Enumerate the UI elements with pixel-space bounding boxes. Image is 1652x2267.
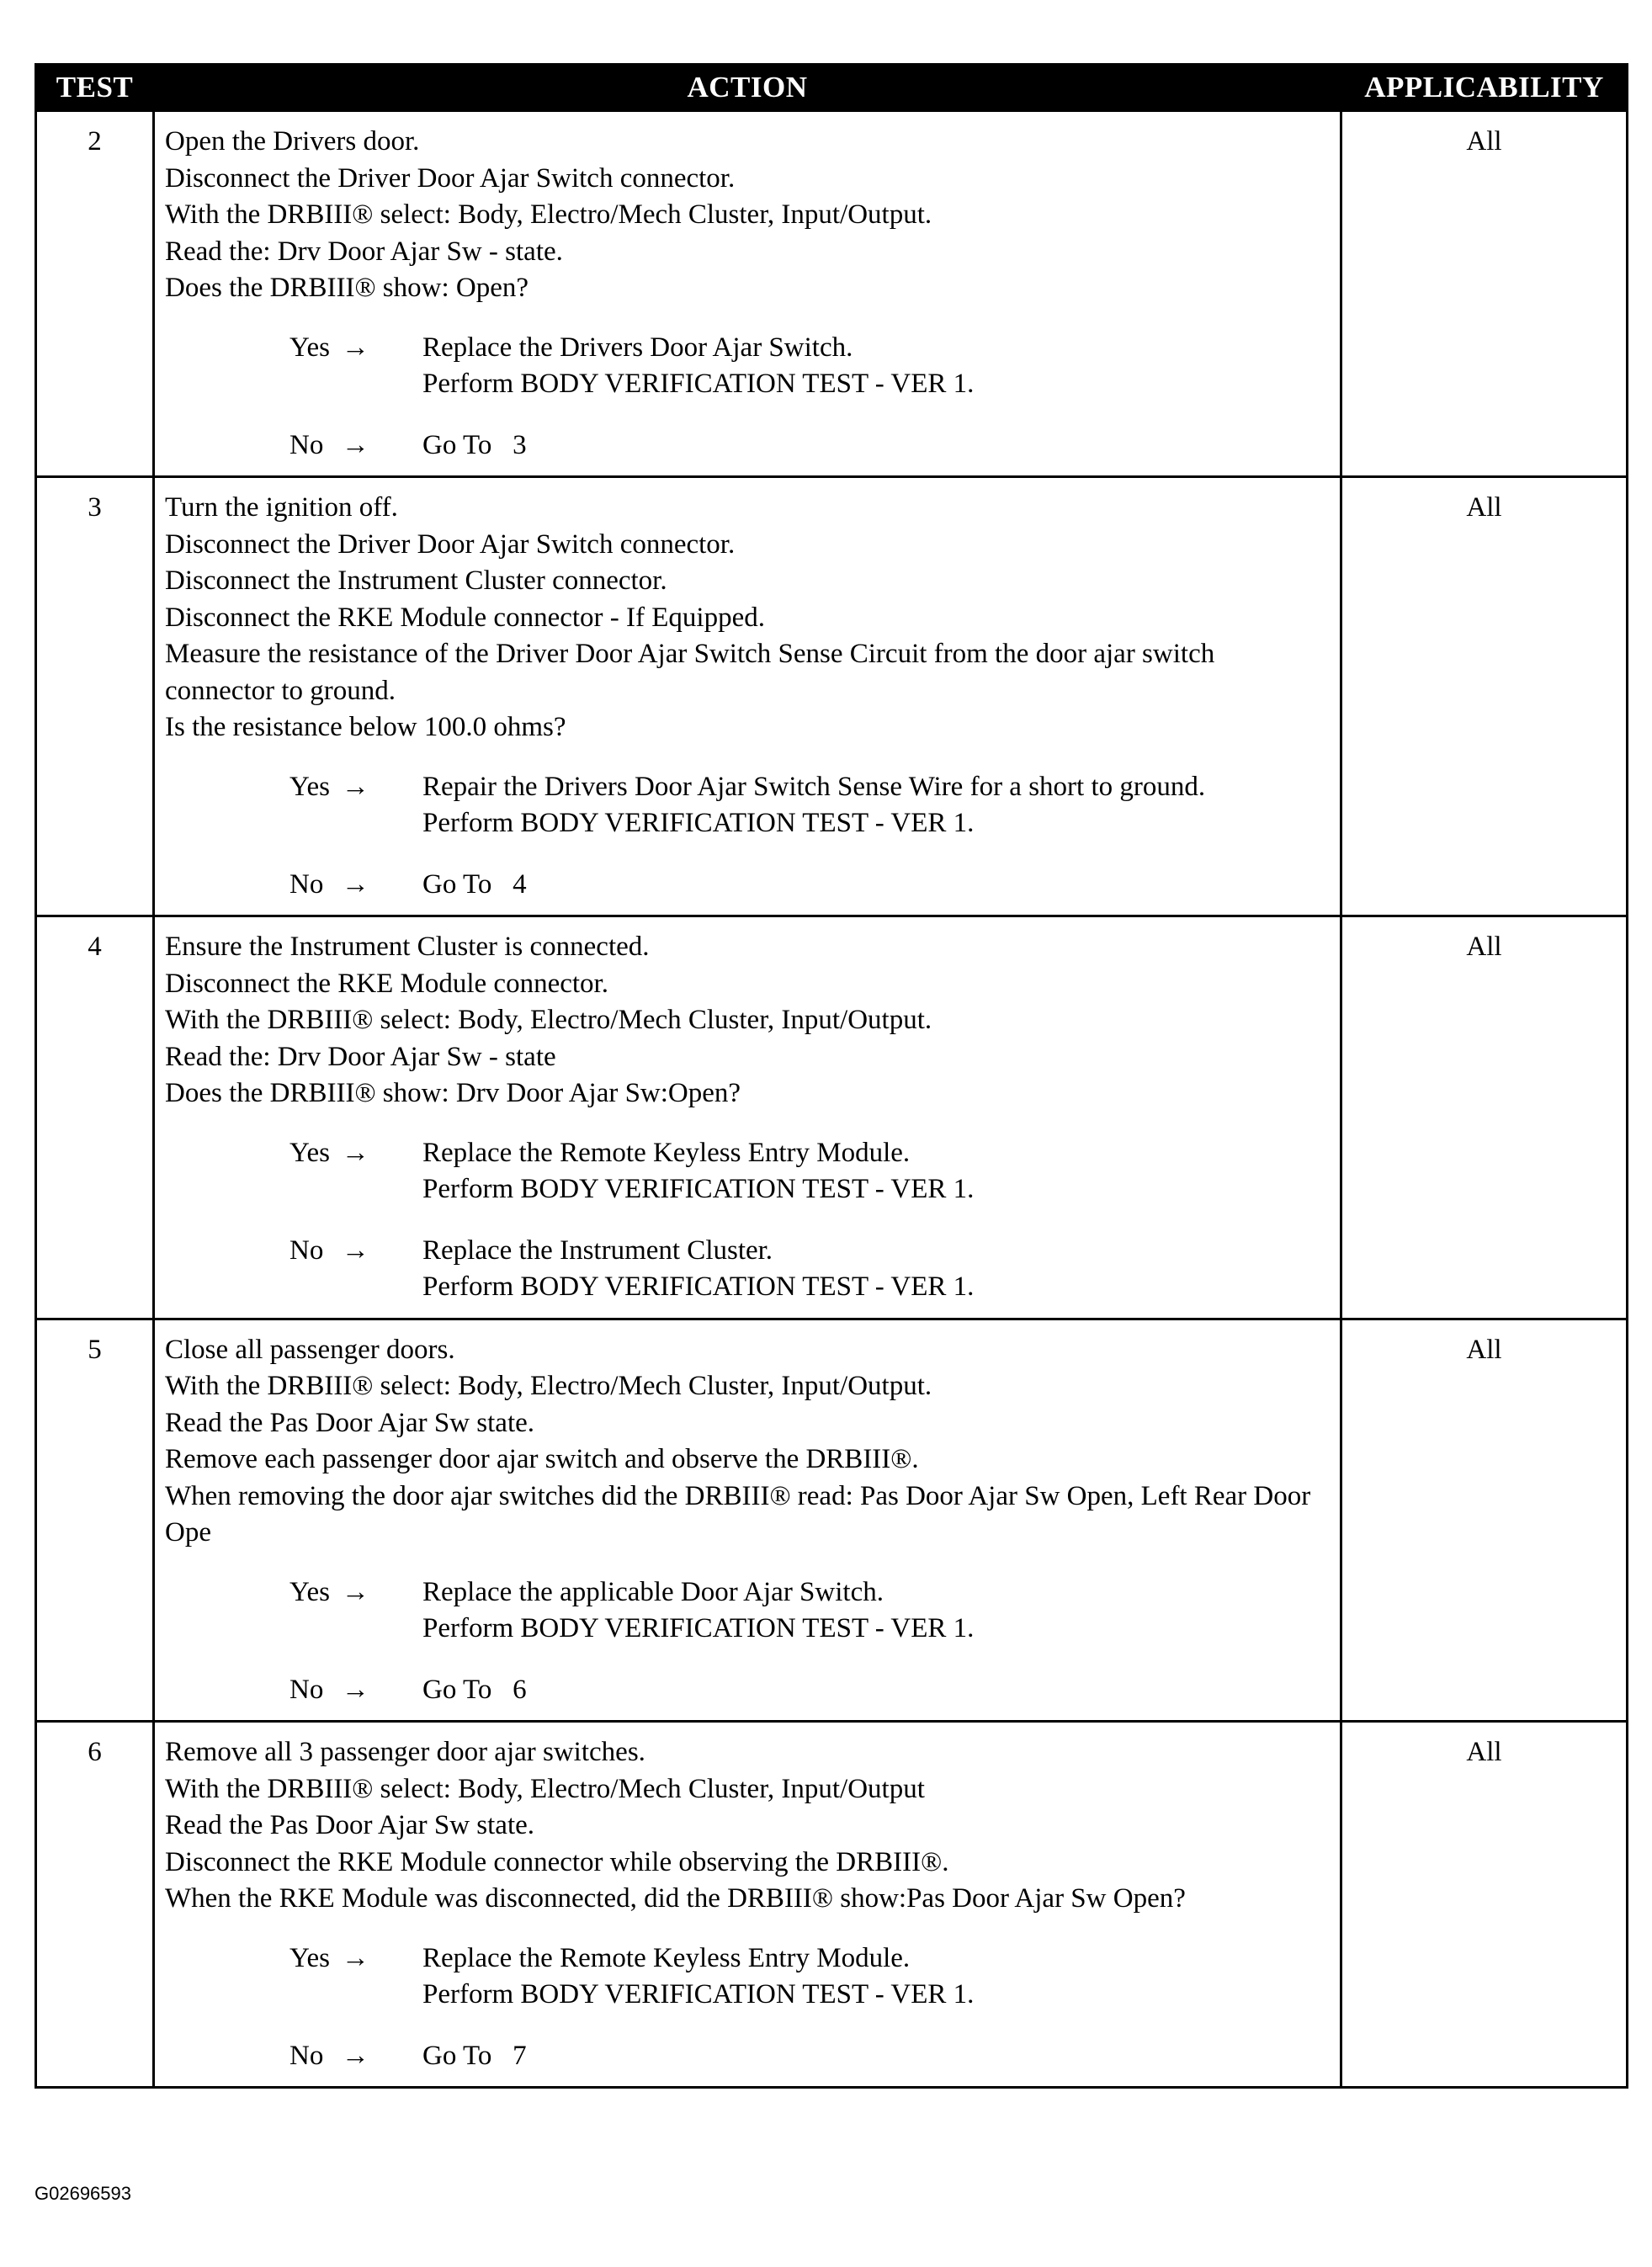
step-text: Read the: Drv Door Ajar Sw - state.	[165, 236, 563, 267]
step-text: When the RKE Module was disconnected, did the DRBIII® show:Pas Door Ajar Sw Open?	[165, 1883, 1186, 1914]
outcome-label: No	[289, 1674, 324, 1705]
outcome-no	[289, 1233, 1330, 1306]
outcome-no	[289, 427, 1330, 465]
outcome-line: Replace the Drivers Door Ajar Switch.	[422, 332, 853, 363]
diagnostic-test-table	[35, 63, 1628, 2089]
outcome-instructions	[422, 1574, 1330, 1648]
action-cell	[154, 111, 1341, 477]
outcome-label: No	[289, 2040, 324, 2071]
outcome-label: Yes	[289, 1576, 331, 1607]
action-cell	[154, 1319, 1341, 1722]
step-text: Read the Pas Door Ajar Sw state.	[165, 1810, 535, 1840]
table-row	[36, 916, 1628, 1319]
action-cell	[154, 1722, 1341, 2088]
outcome-line: Perform BODY VERIFICATION TEST - VER 1.	[422, 808, 975, 838]
outcome-instructions	[422, 1940, 1330, 2014]
outcome-line: Go To 6	[422, 1674, 527, 1705]
action-cell	[154, 916, 1341, 1319]
outcome-label: No	[289, 1234, 324, 1266]
test-number: 6	[36, 1722, 154, 2088]
outcome-line: Perform BODY VERIFICATION TEST - VER 1.	[422, 1979, 975, 2010]
step-text: Measure the resistance of the Driver Door Ajar Switch Sense Circuit from the door ajar switch connector to ground.	[165, 639, 1215, 706]
arrow-icon: →	[342, 1234, 369, 1266]
outcome-label: Yes	[289, 332, 331, 363]
test-number: 3	[36, 477, 154, 916]
step-text: Close all passenger doors.	[165, 1334, 455, 1365]
header-applicability: APPLICABILITY	[1341, 65, 1628, 111]
arrow-icon: →	[342, 429, 369, 460]
outcome-instructions	[422, 1672, 1330, 1709]
outcome-label: Yes	[289, 1942, 331, 1973]
arrow-icon: →	[342, 332, 369, 363]
outcome-yes	[289, 769, 1330, 842]
outcome-instructions	[422, 2038, 1330, 2075]
step-text: Remove all 3 passenger door ajar switches.	[165, 1737, 645, 1767]
step-text: Read the: Drv Door Ajar Sw - state	[165, 1041, 556, 1072]
test-number: 2	[36, 111, 154, 477]
figure-code: G02696593	[35, 2183, 131, 2204]
outcome-line: Replace the Remote Keyless Entry Module.	[422, 1137, 911, 1168]
applicability-value: All	[1341, 916, 1628, 1319]
outcome-line: Perform BODY VERIFICATION TEST - VER 1.	[422, 1272, 975, 1302]
applicability-value: All	[1341, 477, 1628, 916]
step-text: With the DRBIII® select: Body, Electro/Mech Cluster, Input/Output.	[165, 199, 932, 230]
outcome-instructions	[422, 330, 1330, 403]
step-text: Remove each passenger door ajar switch and observe the DRBIII®.	[165, 1444, 919, 1474]
outcome-line: Perform BODY VERIFICATION TEST - VER 1.	[422, 1613, 975, 1643]
outcome-no	[289, 2038, 1330, 2075]
outcome-line: Repair the Drivers Door Ajar Switch Sense Wire for a short to ground.	[422, 771, 1206, 802]
applicability-value: All	[1341, 111, 1628, 477]
arrow-icon: →	[342, 1942, 369, 1973]
outcome-line: Go To 4	[422, 868, 527, 900]
outcome-label: No	[289, 868, 324, 900]
step-text: Read the Pas Door Ajar Sw state.	[165, 1407, 535, 1438]
outcome-line: Go To 3	[422, 429, 527, 460]
step-text: Open the Drivers door.	[165, 126, 420, 157]
test-number: 5	[36, 1319, 154, 1722]
arrow-icon: →	[342, 1674, 369, 1705]
arrow-icon: →	[342, 1137, 369, 1168]
step-text: Disconnect the Driver Door Ajar Switch connector.	[165, 162, 736, 194]
step-text: With the DRBIII® select: Body, Electro/Mech Cluster, Input/Output.	[165, 1371, 932, 1401]
table-row	[36, 111, 1628, 477]
table-row	[36, 1319, 1628, 1722]
step-text: Does the DRBIII® show: Open?	[165, 273, 529, 303]
header-test: TEST	[36, 65, 154, 111]
outcome-yes	[289, 1940, 1330, 2014]
step-text: Disconnect the RKE Module connector.	[165, 968, 608, 999]
outcome-line: Perform BODY VERIFICATION TEST - VER 1.	[422, 369, 975, 399]
step-text: When removing the door ajar switches did the DRBIII® read: Pas Door Ajar Sw Open, Left Rear Door Ope	[165, 1480, 1311, 1548]
arrow-icon: →	[342, 2040, 369, 2071]
step-text: Disconnect the RKE Module connector while observing the DRBIII®.	[165, 1846, 949, 1877]
outcome-instructions	[422, 769, 1330, 842]
outcome-label: No	[289, 429, 324, 460]
step-text: Disconnect the Instrument Cluster connector.	[165, 565, 667, 596]
outcome-instructions	[422, 1233, 1330, 1306]
outcome-no	[289, 1672, 1330, 1709]
outcome-line: Replace the Remote Keyless Entry Module.	[422, 1942, 911, 1973]
outcome-line: Go To 7	[422, 2040, 527, 2071]
test-number: 4	[36, 916, 154, 1319]
outcome-yes	[289, 330, 1330, 403]
outcome-line: Perform BODY VERIFICATION TEST - VER 1.	[422, 1174, 975, 1204]
step-text: With the DRBIII® select: Body, Electro/Mech Cluster, Input/Output	[165, 1773, 925, 1804]
outcome-label: Yes	[289, 771, 331, 802]
step-text: With the DRBIII® select: Body, Electro/Mech Cluster, Input/Output.	[165, 1005, 932, 1035]
arrow-icon: →	[342, 771, 369, 802]
table-header-row	[36, 65, 1628, 111]
applicability-value: All	[1341, 1722, 1628, 2088]
step-text: Does the DRBIII® show: Drv Door Ajar Sw:Open?	[165, 1078, 741, 1108]
outcome-label: Yes	[289, 1137, 331, 1168]
diagnostic-test-table-container	[35, 63, 1628, 2089]
table-body	[36, 111, 1628, 2088]
step-text: Is the resistance below 100.0 ohms?	[165, 712, 566, 742]
arrow-icon: →	[342, 1576, 369, 1607]
step-text: Turn the ignition off.	[165, 492, 398, 523]
outcome-instructions	[422, 427, 1330, 465]
arrow-icon: →	[342, 868, 369, 900]
outcome-line: Replace the applicable Door Ajar Switch.	[422, 1576, 884, 1607]
outcome-instructions	[422, 1135, 1330, 1208]
action-cell	[154, 477, 1341, 916]
applicability-value: All	[1341, 1319, 1628, 1722]
outcome-no	[289, 867, 1330, 904]
step-text: Disconnect the Driver Door Ajar Switch connector.	[165, 528, 736, 560]
outcome-yes	[289, 1135, 1330, 1208]
outcome-line: Replace the Instrument Cluster.	[422, 1234, 773, 1266]
outcome-yes	[289, 1574, 1330, 1648]
outcome-instructions	[422, 867, 1330, 904]
step-text: Disconnect the RKE Module connector - If Equipped.	[165, 602, 765, 633]
step-text: Ensure the Instrument Cluster is connected.	[165, 932, 650, 962]
table-row	[36, 477, 1628, 916]
header-action: ACTION	[154, 65, 1341, 111]
table-row	[36, 1722, 1628, 2088]
